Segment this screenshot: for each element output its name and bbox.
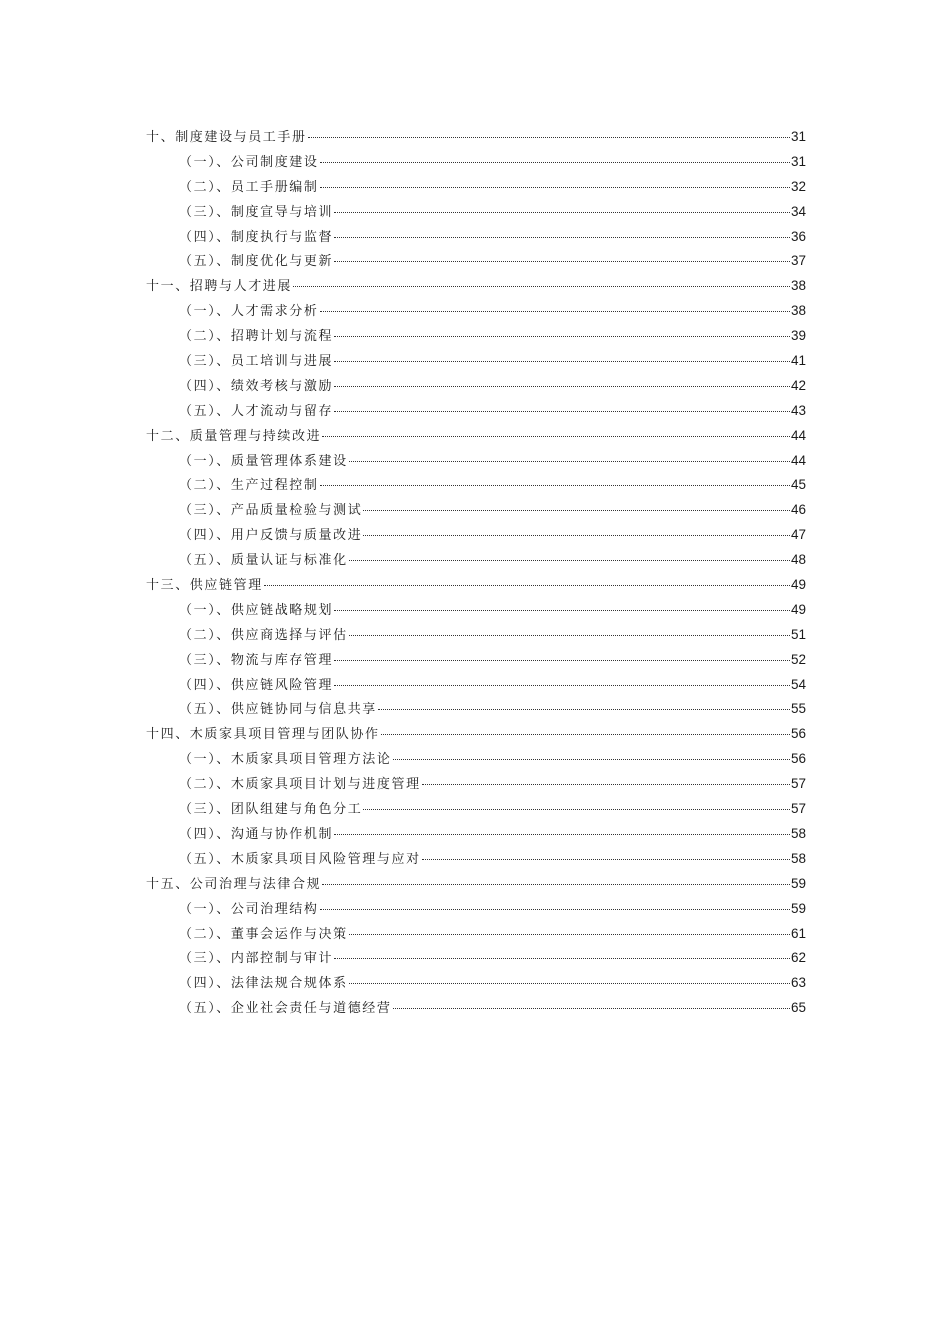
toc-dot-leader bbox=[349, 635, 790, 636]
toc-page-number: 45 bbox=[790, 477, 806, 493]
toc-page-number: 58 bbox=[790, 825, 806, 841]
toc-dot-leader bbox=[320, 485, 790, 486]
toc-page-number: 56 bbox=[790, 751, 806, 767]
toc-dot-leader bbox=[334, 261, 790, 262]
toc-dot-leader bbox=[334, 361, 790, 362]
toc-entry-title: （一）、供应链战略规划 bbox=[179, 602, 334, 618]
toc-section-entry[interactable] bbox=[146, 175, 806, 200]
toc-section-entry[interactable] bbox=[146, 897, 806, 922]
toc-entry-title: （五）、供应链协同与信息共享 bbox=[179, 702, 377, 718]
toc-dot-leader bbox=[334, 336, 790, 337]
toc-chapter-entry[interactable] bbox=[146, 274, 806, 299]
toc-section-entry[interactable] bbox=[146, 150, 806, 175]
toc-page-number: 59 bbox=[790, 900, 806, 916]
toc-section-entry[interactable] bbox=[146, 747, 806, 772]
toc-page-number: 38 bbox=[790, 303, 806, 319]
toc-page-number: 54 bbox=[790, 676, 806, 692]
toc-page-number: 42 bbox=[790, 377, 806, 393]
toc-dot-leader bbox=[334, 958, 790, 959]
toc-page-number: 59 bbox=[790, 875, 806, 891]
toc-section-entry[interactable] bbox=[146, 349, 806, 374]
toc-entry-title: 十五、公司治理与法律合规 bbox=[146, 876, 322, 892]
toc-entry-title: （二）、木质家具项目计划与进度管理 bbox=[179, 777, 421, 793]
toc-entry-title: （三）、制度宣导与培训 bbox=[179, 204, 334, 220]
toc-dot-leader bbox=[393, 759, 790, 760]
toc-entry-title: （一）、人才需求分析 bbox=[179, 304, 319, 320]
toc-page-number: 44 bbox=[790, 452, 806, 468]
toc-chapter-entry[interactable] bbox=[146, 573, 806, 598]
toc-section-entry[interactable] bbox=[146, 946, 806, 971]
toc-page-number: 56 bbox=[790, 726, 806, 742]
toc-dot-leader bbox=[363, 809, 790, 810]
toc-dot-leader bbox=[349, 461, 790, 462]
toc-section-entry[interactable] bbox=[146, 399, 806, 424]
toc-entry-title: 十、制度建设与员工手册 bbox=[146, 130, 307, 145]
toc-dot-leader bbox=[381, 734, 790, 735]
toc-page-number: 34 bbox=[790, 203, 806, 219]
toc-entry-title: （三）、内部控制与审计 bbox=[179, 951, 334, 967]
toc-entry-title: （五）、企业社会责任与道德经营 bbox=[179, 1001, 392, 1017]
toc-page-number: 62 bbox=[790, 950, 806, 966]
toc-page-number: 49 bbox=[790, 577, 806, 593]
toc-section-entry[interactable] bbox=[146, 299, 806, 324]
toc-entry-title: （四）、绩效考核与激励 bbox=[179, 378, 334, 394]
toc-section-entry[interactable] bbox=[146, 648, 806, 673]
toc-dot-leader bbox=[334, 685, 790, 686]
toc-entry-title: （三）、产品质量检验与测试 bbox=[179, 503, 363, 519]
toc-entry-title: （三）、员工培训与进展 bbox=[179, 354, 334, 370]
toc-page-number: 46 bbox=[790, 502, 806, 518]
toc-section-entry[interactable] bbox=[146, 200, 806, 225]
toc-dot-leader bbox=[363, 535, 790, 536]
toc-entry-title: （四）、供应链风险管理 bbox=[179, 677, 334, 693]
toc-page-number: 32 bbox=[790, 178, 806, 194]
toc-page-number: 57 bbox=[790, 801, 806, 817]
toc-section-entry[interactable] bbox=[146, 772, 806, 797]
toc-section-entry[interactable] bbox=[146, 996, 806, 1021]
toc-page-number: 31 bbox=[790, 153, 806, 169]
toc-dot-leader bbox=[334, 660, 790, 661]
toc-section-entry[interactable] bbox=[146, 324, 806, 349]
toc-page-number: 41 bbox=[790, 353, 806, 369]
toc-page-number: 36 bbox=[790, 228, 806, 244]
toc-section-entry[interactable] bbox=[146, 523, 806, 548]
toc-page-number: 55 bbox=[790, 701, 806, 717]
toc-dot-leader bbox=[334, 386, 790, 387]
toc-section-entry[interactable] bbox=[146, 847, 806, 872]
toc-dot-leader bbox=[320, 187, 790, 188]
toc-entry-title: （四）、制度执行与监督 bbox=[179, 229, 334, 245]
toc-page-number: 65 bbox=[790, 1000, 806, 1016]
toc-entry-title: （二）、供应商选择与评估 bbox=[179, 627, 348, 643]
toc-chapter-entry[interactable] bbox=[146, 872, 806, 897]
toc-chapter-entry[interactable] bbox=[146, 125, 806, 150]
toc-dot-leader bbox=[422, 784, 790, 785]
toc-entry-title: （二）、生产过程控制 bbox=[179, 478, 319, 494]
toc-entry-title: （五）、制度优化与更新 bbox=[179, 254, 334, 270]
toc-entry-title: （一）、木质家具项目管理方法论 bbox=[179, 752, 392, 768]
toc-dot-leader bbox=[320, 162, 790, 163]
toc-page-number: 38 bbox=[790, 278, 806, 294]
toc-entry-title: 十二、质量管理与持续改进 bbox=[146, 428, 322, 444]
toc-section-entry[interactable] bbox=[146, 922, 806, 947]
toc-dot-leader bbox=[349, 560, 790, 561]
toc-page-number: 63 bbox=[790, 975, 806, 991]
toc-chapter-entry[interactable] bbox=[146, 424, 806, 449]
toc-section-entry[interactable] bbox=[146, 548, 806, 573]
toc-section-entry[interactable] bbox=[146, 673, 806, 698]
toc-entry-title: （二）、董事会运作与决策 bbox=[179, 926, 348, 942]
toc-dot-leader bbox=[322, 436, 790, 437]
toc-dot-leader bbox=[293, 286, 790, 287]
toc-section-entry[interactable] bbox=[146, 598, 806, 623]
toc-page-number: 39 bbox=[790, 328, 806, 344]
toc-entry-title: （一）、公司治理结构 bbox=[179, 901, 319, 917]
toc-dot-leader bbox=[334, 237, 790, 238]
toc-section-entry[interactable] bbox=[146, 225, 806, 250]
toc-dot-leader bbox=[322, 884, 790, 885]
toc-page-number: 37 bbox=[790, 253, 806, 269]
toc-dot-leader bbox=[334, 212, 790, 213]
toc-page-number: 61 bbox=[790, 925, 806, 941]
toc-entry-title: （四）、用户反馈与质量改进 bbox=[179, 528, 363, 544]
toc-dot-leader bbox=[393, 1008, 790, 1009]
toc-entry-title: （二）、员工手册编制 bbox=[179, 179, 319, 195]
toc-entry-title: （三）、物流与库存管理 bbox=[179, 652, 334, 668]
toc-entry-title: 十三、供应链管理 bbox=[146, 578, 263, 594]
toc-dot-leader bbox=[349, 934, 790, 935]
toc-section-entry[interactable] bbox=[146, 449, 806, 474]
toc-entry-title: （四）、法律法规合规体系 bbox=[179, 976, 348, 992]
toc-page-number: 31 bbox=[790, 129, 806, 144]
toc-page-number: 57 bbox=[790, 776, 806, 792]
toc-dot-leader bbox=[334, 834, 790, 835]
toc-entry-title: （四）、沟通与协作机制 bbox=[179, 826, 334, 842]
toc-page-number: 51 bbox=[790, 626, 806, 642]
toc-chapter-entry[interactable] bbox=[146, 722, 806, 747]
toc-section-entry[interactable] bbox=[146, 797, 806, 822]
toc-section-entry[interactable] bbox=[146, 971, 806, 996]
toc-dot-leader bbox=[320, 909, 790, 910]
toc-page-number: 58 bbox=[790, 850, 806, 866]
toc-section-entry[interactable] bbox=[146, 822, 806, 847]
toc-entry-title: （二）、招聘计划与流程 bbox=[179, 329, 334, 345]
toc-section-entry[interactable] bbox=[146, 623, 806, 648]
toc-dot-leader bbox=[308, 137, 790, 138]
toc-section-entry[interactable] bbox=[146, 498, 806, 523]
toc-dot-leader bbox=[422, 859, 790, 860]
toc-dot-leader bbox=[264, 585, 790, 586]
toc-dot-leader bbox=[320, 311, 790, 312]
toc-page-number: 52 bbox=[790, 651, 806, 667]
toc-entry-title: （五）、质量认证与标准化 bbox=[179, 553, 348, 569]
toc-dot-leader bbox=[334, 411, 790, 412]
toc-entry-title: （一）、质量管理体系建设 bbox=[179, 453, 348, 469]
toc-page-number: 44 bbox=[790, 427, 806, 443]
toc-section-entry[interactable] bbox=[146, 374, 806, 399]
toc-section-entry[interactable] bbox=[146, 473, 806, 498]
toc-entry-title: （五）、人才流动与留存 bbox=[179, 403, 334, 419]
toc-section-entry[interactable] bbox=[146, 697, 806, 722]
toc-dot-leader bbox=[334, 610, 790, 611]
toc-section-entry[interactable] bbox=[146, 249, 806, 274]
toc-dot-leader bbox=[378, 709, 790, 710]
toc-dot-leader bbox=[349, 983, 790, 984]
toc-page-number: 47 bbox=[790, 527, 806, 543]
toc-entry-title: （三）、团队组建与角色分工 bbox=[179, 802, 363, 818]
toc-entry-title: （五）、木质家具项目风险管理与应对 bbox=[179, 851, 421, 867]
toc-page-number: 48 bbox=[790, 552, 806, 568]
toc-entry-title: 十四、木质家具项目管理与团队协作 bbox=[146, 727, 380, 743]
table-of-contents bbox=[146, 125, 806, 1021]
toc-dot-leader bbox=[363, 510, 790, 511]
toc-page-number: 49 bbox=[790, 601, 806, 617]
toc-entry-title: 十一、招聘与人才进展 bbox=[146, 279, 293, 295]
toc-entry-title: （一）、公司制度建设 bbox=[179, 154, 319, 170]
toc-page-number: 43 bbox=[790, 402, 806, 418]
